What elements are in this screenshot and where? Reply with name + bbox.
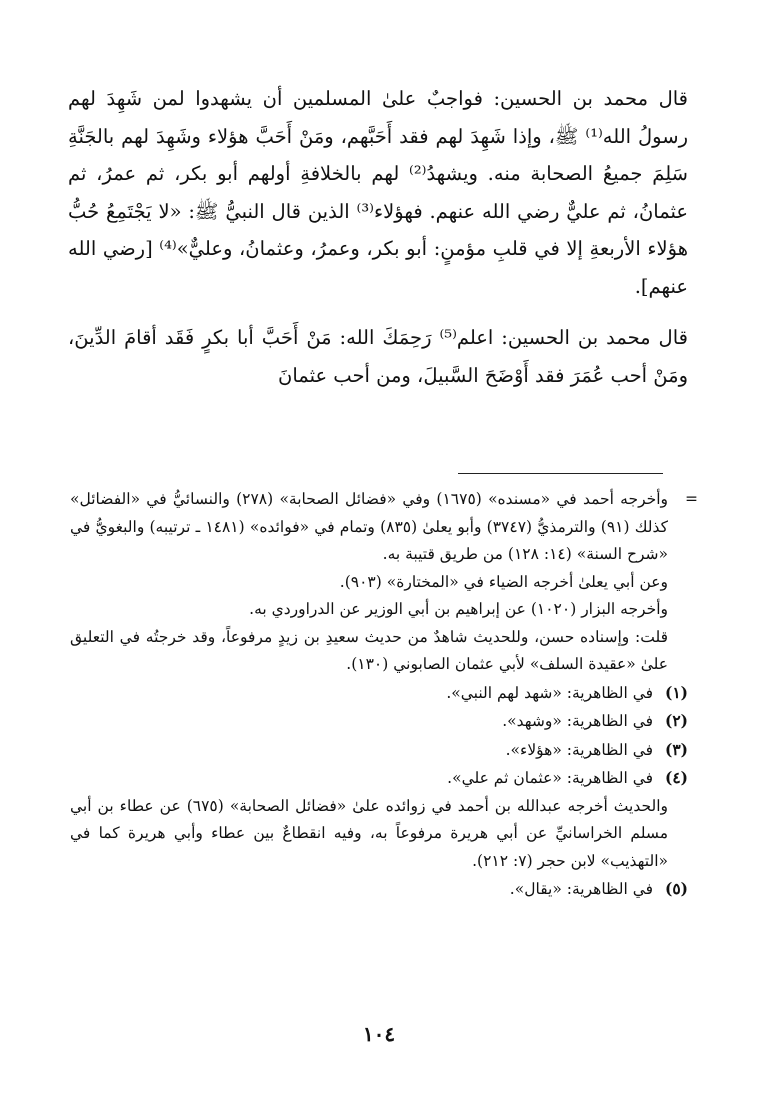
continuation-marker: = [685,490,698,508]
footnote-4 [70,764,698,793]
footnote-text: في الظاهرية: «شهد لهم النبي». [446,683,654,702]
footnote-2 [70,707,698,736]
footnote-number: (٣) [664,739,688,759]
footnote-text: في الظاهرية: «هؤلاء». [505,740,654,759]
footnote-4-extra: والحديث أخرجه عبدالله بن أحمد في زوائده علىٰ «فضائل الصحابة» (٦٧٥) عن عطاء بن أبي مسلم الخراسانيِّ عن أبي هريرة مرفوعاً به، وفيه انقطاعٌ بين عطاء وأبي هريرة كما في «التهذيب» لابن حجر (٧: ٢١٢). [70,796,668,870]
footnote-number: (٤) [664,768,688,787]
footnote-text: في الظاهرية: «يقال». [509,880,654,898]
footnote-1 [70,679,698,708]
main-text [68,80,688,394]
footnote-3 [70,736,698,765]
page-number: ١٠٤ [362,1022,396,1046]
footnote-continuation-text: وأخرجه أحمد في «مسنده» (١٦٧٥) وفي «فضائل الصحابة» (٢٧٨) والنسائيُّ في «الفضائل» كذلك (٩١) والترمذيُّ (٣٧٤٧) وأبو يعلىٰ (٨٣٥) وتمام في «فوائده» (١٤٨١ ـ ترتيبه) والبغويُّ في «شرح السنة» (١٤: ١٢٨) من طريق قتيبة به. [70,490,668,563]
footnotes [70,486,698,904]
footnote-divider [458,473,663,474]
footnote-text: في الظاهرية: «عثمان ثم علي». [447,769,654,787]
footnote-5 [70,875,698,904]
footnote-continuation [70,486,698,569]
footnote-abu-yala: وعن أبي يعلىٰ أخرجه الضياء في «المختارة» (٩٠٣). [339,572,668,591]
footnote-number: (٥) [664,879,688,898]
main-paragraph-1: قال محمد بن الحسين: فواجبٌ علىٰ المسلمين أن يشهدوا لمن شَهِدَ لهم رسولُ الله⁽¹⁾ ﷺ، وإذا شَهِدَ لهم فقد أَحَبَّهم، ومَنْ أَحَبَّ هؤلاء وشَهِدَ لهم بالجَنَّةِ سَلِمَ جميعُ الصحابة منه. ويشهدُ⁽²⁾ لهم بالخلافةِ أولهم أبو بكر، ثم عمرُ، ثم عثمانُ، ثم عليٌّ رضي الله عنهم. فهؤلاء⁽³⁾ الذين قال النبيُّ ﷺ: «لا يَجْتَمِعُ حُبُّ هؤلاء الأربعةِ إلا في قلبِ مؤمنٍ: أبو بكر، وعمرُ، وعثمانُ، وعليٌّ»⁽⁴⁾ [رضي الله عنهم]. [68,87,688,298]
footnote-bazzar: وأخرجه البزار (١٠٢٠) عن إبراهيم بن أبي الوزير عن الدراوردي به. [249,600,668,618]
footnote-text: في الظاهرية: «وشهد». [502,712,654,730]
footnote-number: (٢) [664,711,688,730]
footnote-number: (١) [664,682,688,702]
main-paragraph-2: قال محمد بن الحسين: اعلم⁽⁵⁾ رَحِمَكَ الله: مَنْ أَحَبَّ أبا بكرٍ فَقَد أقامَ الدِّينَ، ومَنْ أحب عُمَرَ فقد أَوْضَحَ السَّبيلَ، ومن أحب عثمانَ [68,326,688,387]
footnote-comment: قلت: وإسناده حسن، وللحديث شاهدٌ من حديث سعيدِ بن زيدٍ مرفوعاً، وقد خرجتُه في التعليق علىٰ «عقيدة السلف» لأبي عثمان الصابوني (١٣٠). [70,627,668,673]
